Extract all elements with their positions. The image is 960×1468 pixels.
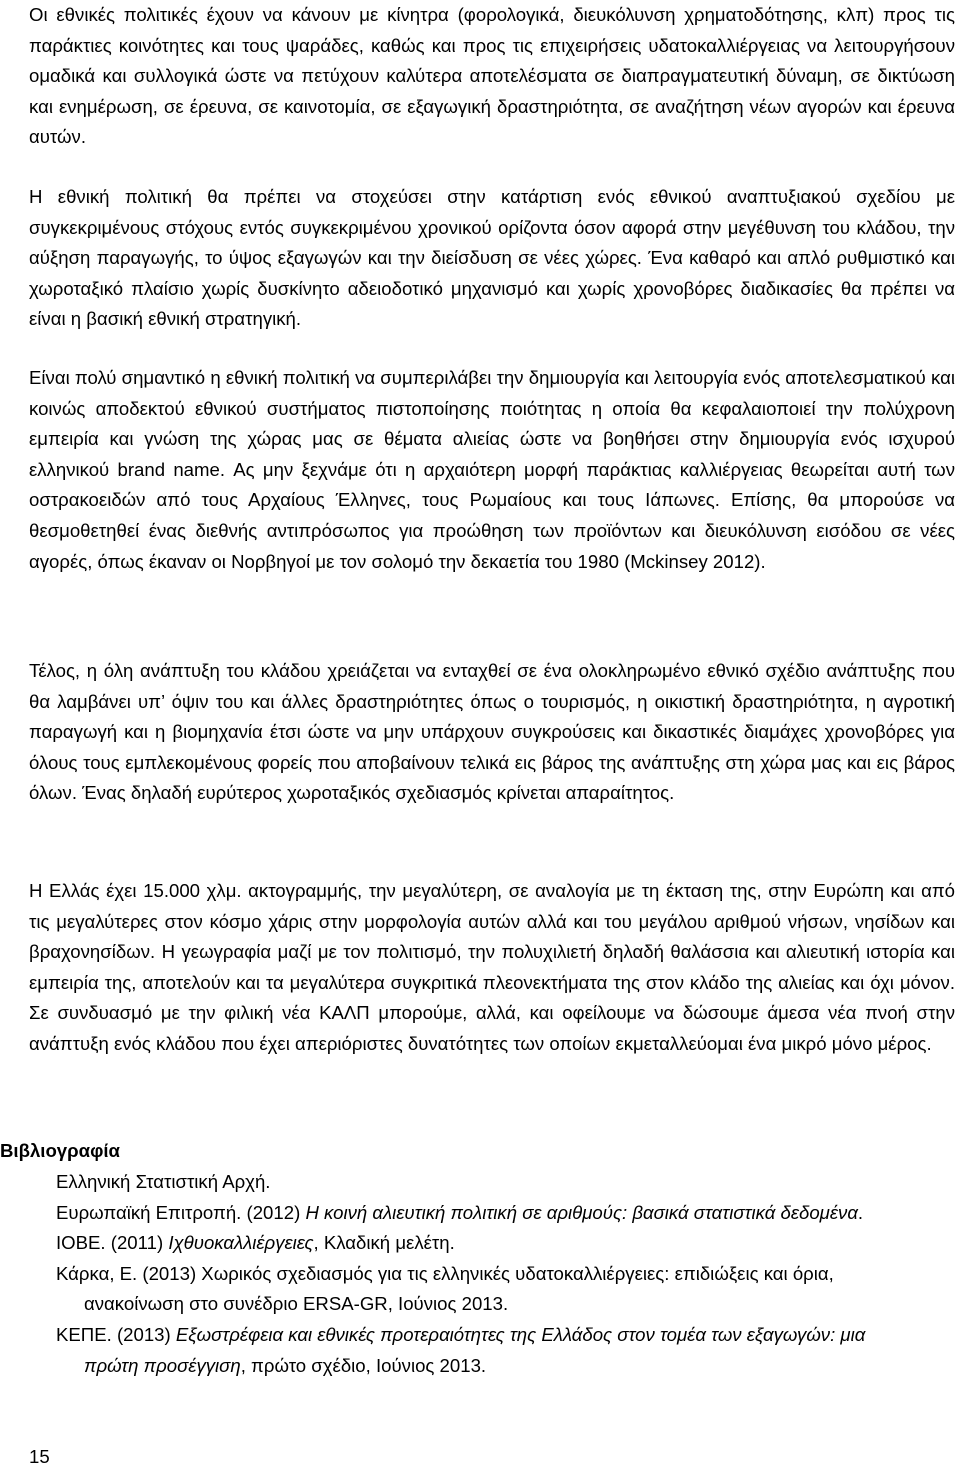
entry-title-continuation: πρώτη προσέγγιση [84,1354,241,1376]
paragraph-development-plan: Η εθνική πολιτική θα πρέπει να στοχεύσει στην κατάρτιση ενός εθνικού αναπτυξιακού σχεδίου με συγκεκριμένους στόχους εντός συγκεκριμένου χρονικού ορίζοντα όσον αφορά στην μεγέθυνση του κλάδου, την αύξηση παραγωγής, το ύψος εξαγωγών και την διείσδυση σε νέες χώρες. Ένα καθαρό και απλό ρυθμιστικό και χωροταξικό πλαίσιο χωρίς δυσκίνητο αδειοδοτικό μηχανισμό και χωρίς χρονοβόρες διαδικασίες θα πρέπει να είναι η βασική εθνική στρατηγική. [29,186,955,330]
bibliography-entry [56,1320,956,1381]
bibliography-entry [56,1259,956,1320]
entry-title: Εξωστρέφεια και εθνικές προτεραιότητες της Ελλάδος στον τομέα των εξαγωγών: μια [175,1323,866,1345]
paragraph-national-incentives: Οι εθνικές πολιτικές έχουν να κάνουν με κίνητρα (φορολογικά, διευκόλυνση χρηματοδότησης, κλπ) προς τις παράκτιες κοινότητες και τους ψαράδες, καθώς και προς τις επιχειρήσεις υδατοκαλλιέργειας να λειτουργήσουν ομαδικά και συλλογικά ώστε να πετύχουν καλύτερα αποτελέσματα σε διαπραγματευτική δύναμη, σε δικτύωση και ενημέρωση, σε έρευνα, σε καινοτομία, σε εξαγωγική δραστηριότητα, σε αναζήτηση νέων αγορών και έρευνα αυτών. [29,4,955,148]
paragraph-coastline: Η Ελλάς έχει 15.000 χλμ. ακτογραμμής, την μεγαλύτερη, σε αναλογία με τη έκταση της, στην Ευρώπη και από τις μεγαλύτερες στον κόσμο χάρις στην μορφολογία αυτών αλλά και του μεγάλου αριθμού νήσων, νησίδων και βραχονησίδων. Η γεωγραφία μαζί με τον πολιτισμό, την πολυχιλιετή δηλαδή θαλάσσια και αλιευτική ιστορία και εμπειρία της, αποτελούν και τα μεγαλύτερα συγκριτικά πλεονεκτήματα της στον κλάδο της αλιείας και όχι μόνον. Σε συνδυασμό με την φιλική νέα ΚΑΛΠ μπορούμε, αλλά, και οφείλουμε να δώσουμε άμεσα νέα πνοή στην ανάπτυξη ενός κλάδου που έχει απεριόριστες δυνατότητες των οποίων εκμεταλλεύομαι ένα μικρό μόνο μέρος. [29,880,955,1054]
entry-text: Ευρωπαϊκή Επιτροπή. (2012) [56,1201,306,1223]
entry-text: Ελληνική Στατιστική Αρχή. [56,1171,271,1192]
bibliography-list [56,1167,956,1381]
entry-text: , Κλαδική μελέτη. [313,1232,455,1254]
entry-title: Ιχθυοκαλλιέργειες [168,1232,314,1254]
paragraph-quality-certification: Είναι πολύ σημαντικό η εθνική πολιτική να συμπεριλάβει την δημιουργία και λειτουργία ενός αποτελεσματικού και κοινώς αποδεκτού εθνικού συστήματος πιστοποίησης ποιότητας η οποία θα κεφαλαιοποιεί την πολύχρονη εμπειρία και γνώση της χώρας μας σε θέματα αλιείας ώστε να βοηθήσει στην δημιουργία ενός ισχυρού ελληνικού brand name. Ας μην ξεχνάμε ότι η αρχαιότερη μορφή παράκτιας καλλιέργειας θεωρείται αυτή των οστρακοειδών από τους Αρχαίους Έλληνες, τους Ρωμαίους και τους Ιάπωνες. Επίσης, θα μπορούσε να θεσμοθετηθεί ένας διεθνής αντιπρόσωπος για προώθηση των προϊόντων και διευκόλυνση εισόδου σε νέες αγορές, όπως έκαναν οι Νορβηγοί με τον σολομό την δεκαετία του 1980 (Mckinsey 2012). [29,367,955,572]
entry-continuation: ανακοίνωση στο συνέδριο ERSA-GR, Ιούνιος 2013. [84,1293,509,1315]
entry-text: ΚΕΠΕ. (2013) [56,1323,176,1345]
entry-continuation: , πρώτο σχέδιο, Ιούνιος 2013. [240,1354,487,1376]
bibliography-heading: Βιβλιογραφία [0,1140,120,1161]
bibliography-entry [56,1228,956,1259]
entry-text: . [857,1201,864,1223]
page-number: 15 [29,1446,50,1467]
entry-title: Η κοινή αλιευτική πολιτική σε αριθμούς: βασικά στατιστικά δεδομένα [305,1201,858,1223]
entry-text: Κάρκα, Ε. (2013) Χωρικός σχεδιασμός για τις ελληνικές υδατοκαλλιέργειες: επιδιώξεις και όρια, [56,1262,834,1284]
bibliography-entry [56,1167,956,1198]
paragraph-spatial-planning: Τέλος, η όλη ανάπτυξη του κλάδου χρειάζεται να ενταχθεί σε ένα ολοκληρωμένο εθνικό σχέδιο ανάπτυξης που θα λαμβάνει υπ’ όψιν του και άλλες δραστηριότητες όπως ο τουρισμός, η οικιστική δραστηριότητα, η αγροτική παραγωγή και η βιομηχανία έτσι ώστε να μην υπάρχουν συγκρούσεις και δικαστικές διαμάχες χρονοβόρες για όλους τους εμπλεκομένους φορείς που αποβαίνουν τελικά εις βάρος της ανάπτυξης στη χώρα μας και εις βάρος όλων. Ένας δηλαδή ευρύτερος χωροταξικός σχεδιασμός κρίνεται απαραίτητος. [29,660,955,804]
entry-text: ΙΟΒΕ. (2011) [56,1232,169,1254]
bibliography-entry [56,1198,956,1229]
